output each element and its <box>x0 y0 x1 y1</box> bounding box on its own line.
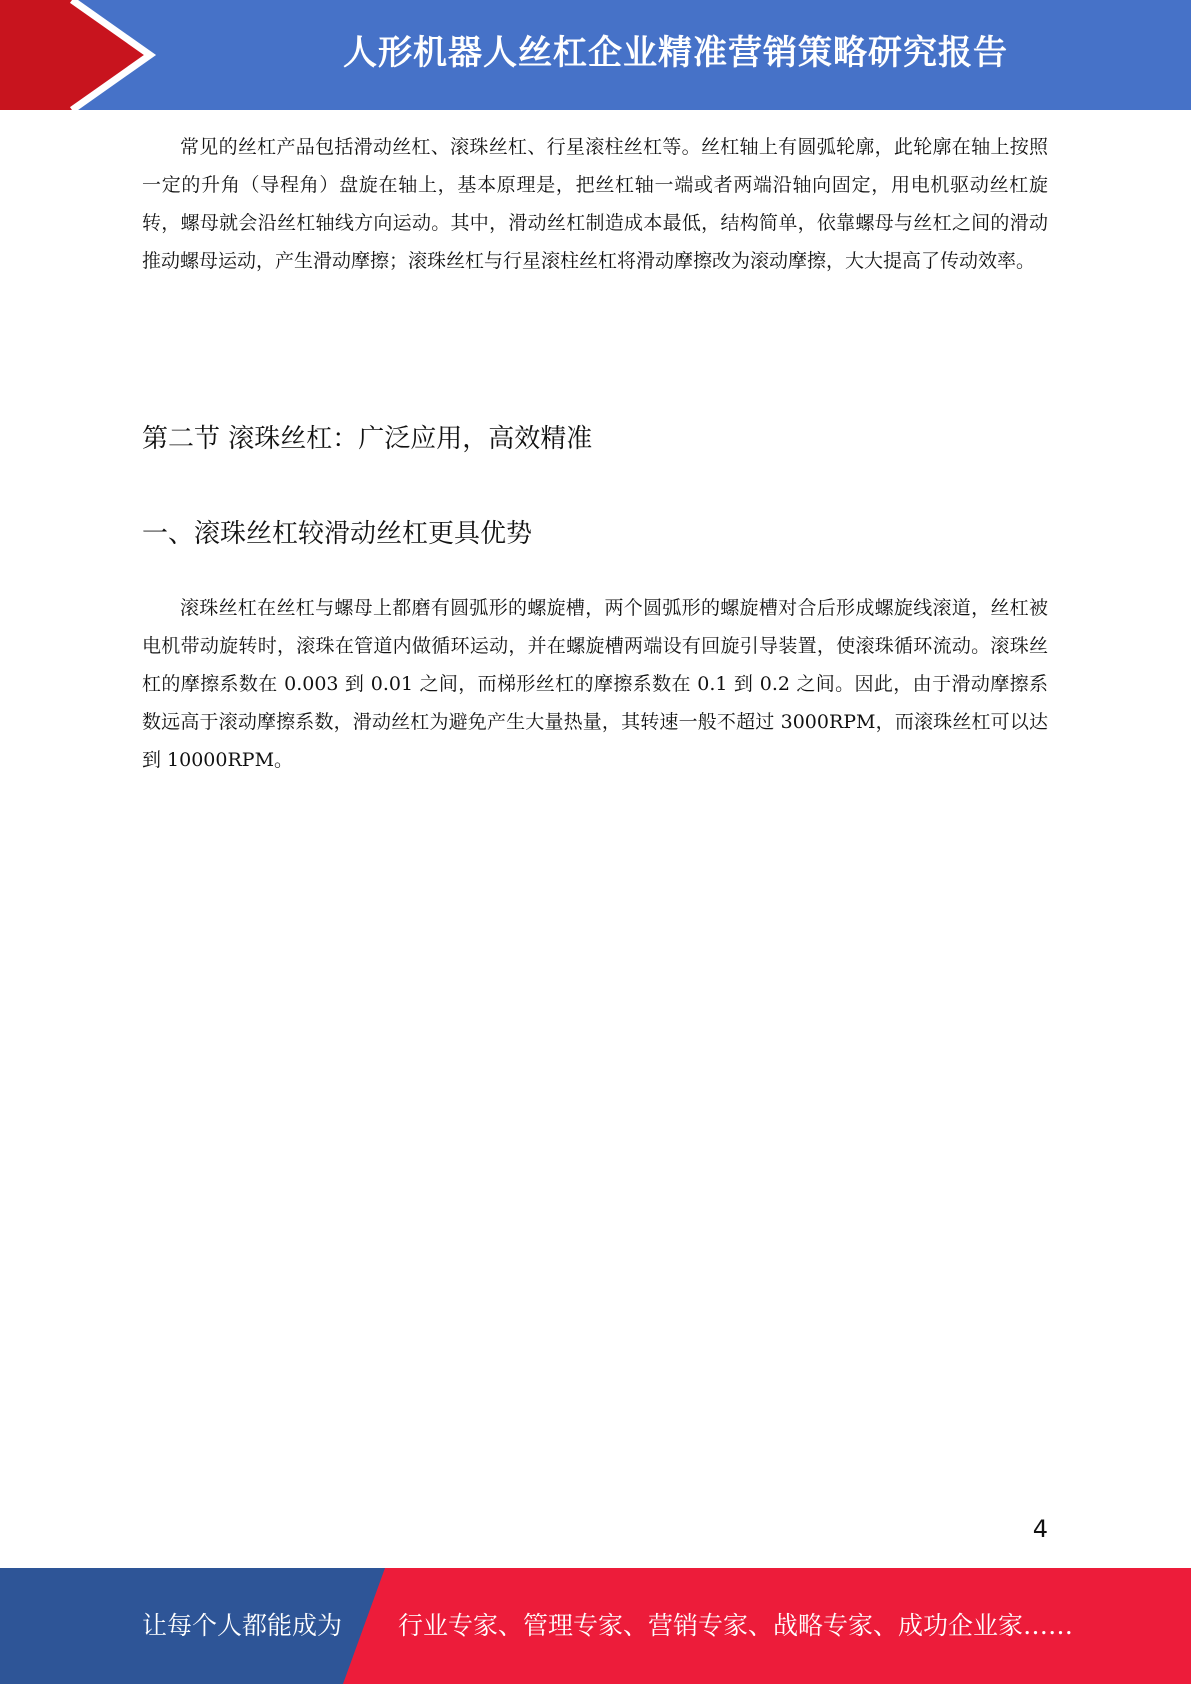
subsection-title: 一、滚珠丝杠较滑动丝杠更具优势 <box>142 519 533 549</box>
report-title: 人形机器人丝杠企业精准营销策略研究报告 <box>343 33 1008 73</box>
chevron-right-icon <box>0 0 170 110</box>
footer-banner <box>0 1568 1191 1684</box>
subsection-body <box>142 589 1048 779</box>
subsection-paragraph: 滚珠丝杠在丝杠与螺母上都磨有圆弧形的螺旋槽，两个圆弧形的螺旋槽对合后形成螺旋线滚道，丝杠被电机带动旋转时，滚珠在管道内做循环运动，并在螺旋槽两端设有回旋引导装置，使滚珠循环流动。滚珠丝杠的摩擦系数在 0.003 到 0.01 之间，而梯形丝杠的摩擦系数在 0.1 到 0.2 之间。因此，由于滑动摩擦系数远高于滚动摩擦系数，滑动丝杠为避免产生大量热量，其转速一般不超过 3000RPM，而滚珠丝杠可以达到 10000RPM。 <box>142 597 1048 771</box>
section-title: 第二节 滚珠丝杠：广泛应用，高效精准 <box>142 424 593 454</box>
intro-paragraph: 常见的丝杠产品包括滑动丝杠、滚珠丝杠、行星滚柱丝杠等。丝杠轴上有圆弧轮廓，此轮廓在轴上按照一定的升角（导程角）盘旋在轴上，基本原理是，把丝杠轴一端或者两端沿轴向固定，用电机驱动丝杠旋转，螺母就会沿丝杠轴线方向运动。其中，滑动丝杠制造成本最低，结构简单，依靠螺母与丝杠之间的滑动推动螺母运动，产生滑动摩擦；滚珠丝杠与行星滚柱丝杠将滑动摩擦改为滚动摩擦，大大提高了传动效率。 <box>142 136 1048 272</box>
footer-slogan-left: 让每个人都能成为 <box>142 1611 343 1640</box>
intro-section <box>142 128 1048 280</box>
footer-slogan-right: 行业专家、管理专家、营销专家、战略专家、成功企业家…… <box>398 1611 1074 1640</box>
page-number: 4 <box>1032 1515 1048 1543</box>
header-banner <box>0 0 1191 110</box>
